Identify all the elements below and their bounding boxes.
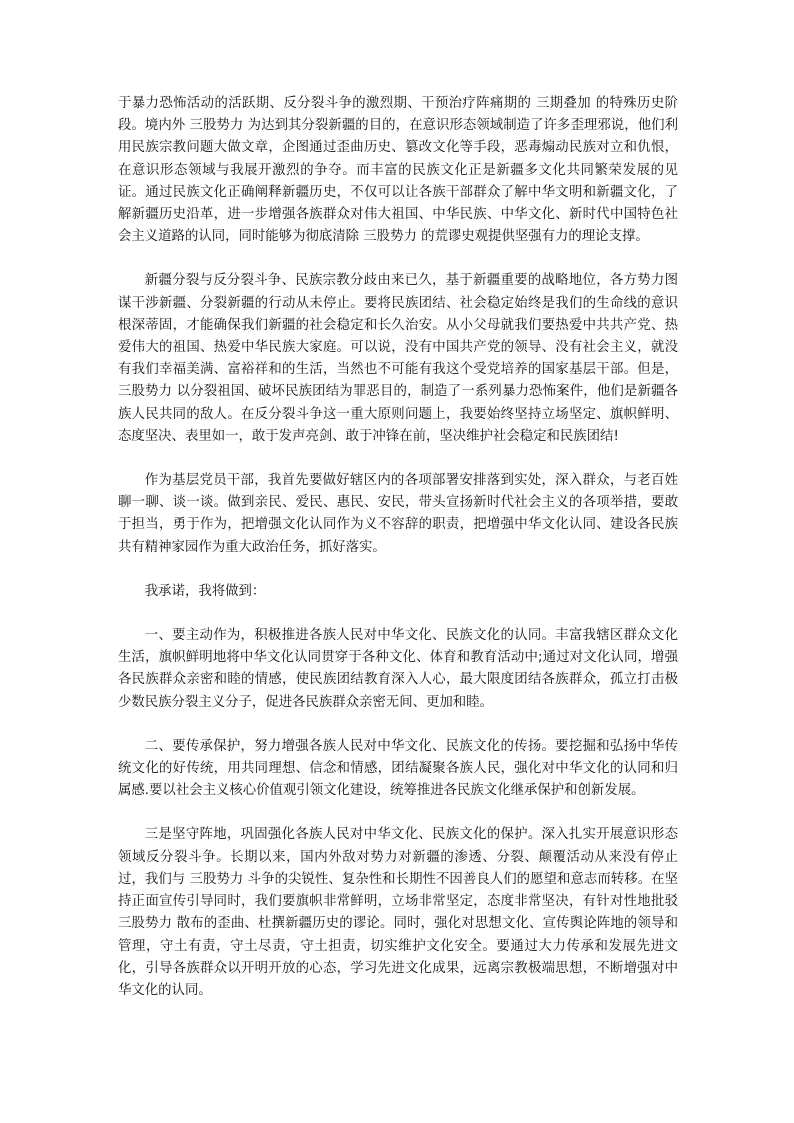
paragraph-continuation: 于暴力恐怖活动的活跃期、反分裂斗争的激烈期、干预治疗阵痛期的 三期叠加 的特殊历史阶段。境内外 三股势力 为达到其分裂新疆的目的，在意识形态领域制造了许多歪理邪说，他们利用民族宗教问题大做文章，企图通过歪曲历史、篡改文化等手段，恶毒煽动民族对立和仇恨，在意识形态领域与我展开激烈的争夺。而丰富的民族文化正是新疆多文化共同繁荣发展的见证。通过民族文化正确阐释新疆历史，不仅可以让各族干部群众了解中华文明和新疆文化，了解新疆历史沿革，进一步增强各族群众对伟大祖国、中华民族、中华文化、新时代中国特色社会主义道路的认同，同时能够为彻底清除 三股势力 的荒谬史观提供坚强有力的理论支撑。 — [118, 96, 678, 245]
paragraph-pledge-one: 一、要主动作为，积极推进各族人民对中华文化、民族文化的认同。丰富我辖区群众文化生活，旗帜鲜明地将中华文化认同贯穿于各种文化、体育和教育活动中;通过对文化认同，增强各民族群众亲密和睦的情感，使民族团结教育深入人心，最大限度团结各族群众，孤立打击极少数民族分裂主义分子，促进各民族群众亲密无间、更加和睦。 — [118, 628, 678, 710]
paragraph-grassroots-duty: 作为基层党员干部，我首先要做好辖区内的各项部署安排落到实处，深入群众，与老百姓聊一聊、谈一谈。做到亲民、爱民、惠民、安民，带头宣扬新时代社会主义的各项举措，要敢于担当，勇于作为，把增强文化认同作为义不容辞的职责，把增强中华文化认同、建设各民族共有精神家园作为重大政治任务，抓好落实。 — [118, 473, 678, 555]
paragraph-anti-separatism: 新疆分裂与反分裂斗争、民族宗教分歧由来已久，基于新疆重要的战略地位，各方势力图谋干涉新疆、分裂新疆的行动从未停止。要将民族团结、社会稳定始终是我们的生命线的意识根深蒂固，才能确保我们新疆的社会稳定和长久治安。从小父母就我们要热爱中共共产党、热爱伟大的祖国、热爱中华民族大家庭。可以说，没有中国共产党的领导、没有社会主义，就没有我们幸福美满、富裕祥和的生活，当然也不可能有我这个受党培养的国家基层干部。但是， 三股势力 以分裂祖国、破坏民族团结为罪恶目的，制造了一系列暴力恐怖案件，他们是新疆各族人民共同的敌人。在反分裂斗争这一重大原则问题上，我要始终坚持立场坚定、旗帜鲜明、态度坚决、表里如一，敢于发声亮剑、敢于冲锋在前，坚决维护社会稳定和民族团结! — [118, 273, 678, 444]
paragraph-pledge-two: 二、要传承保护，努力增强各族人民对中华文化、民族文化的传扬。要挖掘和弘扬中华传统文化的好传统，用共同理想、信念和情感，团结凝聚各族人民，强化对中华文化的认同和归属感.要以社会主义核心价值观引领文化建设，统筹推进各民族文化继承保护和创新发展。 — [118, 738, 678, 799]
document-body — [118, 93, 678, 1024]
paragraph-pledge-intro: 我承诺，我将做到： — [144, 583, 266, 599]
paragraph-pledge-three: 三是坚守阵地，巩固强化各族人民对中华文化、民族文化的保护。深入扎实开展意识形态领域反分裂斗争。长期以来，国内外敌对势力对新疆的渗透、分裂、颠覆活动从来没有停止过，我们与 三股势力 斗争的尖锐性、复杂性和长期性不因善良人们的愿望和意志而转移。在坚持正面宣传引导同时，我们要旗帜非常鲜明，立场非常坚定，态度非常坚决，有针对性地批驳 三股势力 散布的歪曲、杜撰新疆历史的谬论。同时，强化对思想文化、宣传舆论阵地的领导和管理，守土有责，守土尽责，守土担责，切实维护文化安全。要通过大力传承和发展先进文化，引导各族群众以开明开放的心态，学习先进文化成果，远离宗教极端思想，不断增强对中华文化的认同。 — [118, 827, 678, 998]
